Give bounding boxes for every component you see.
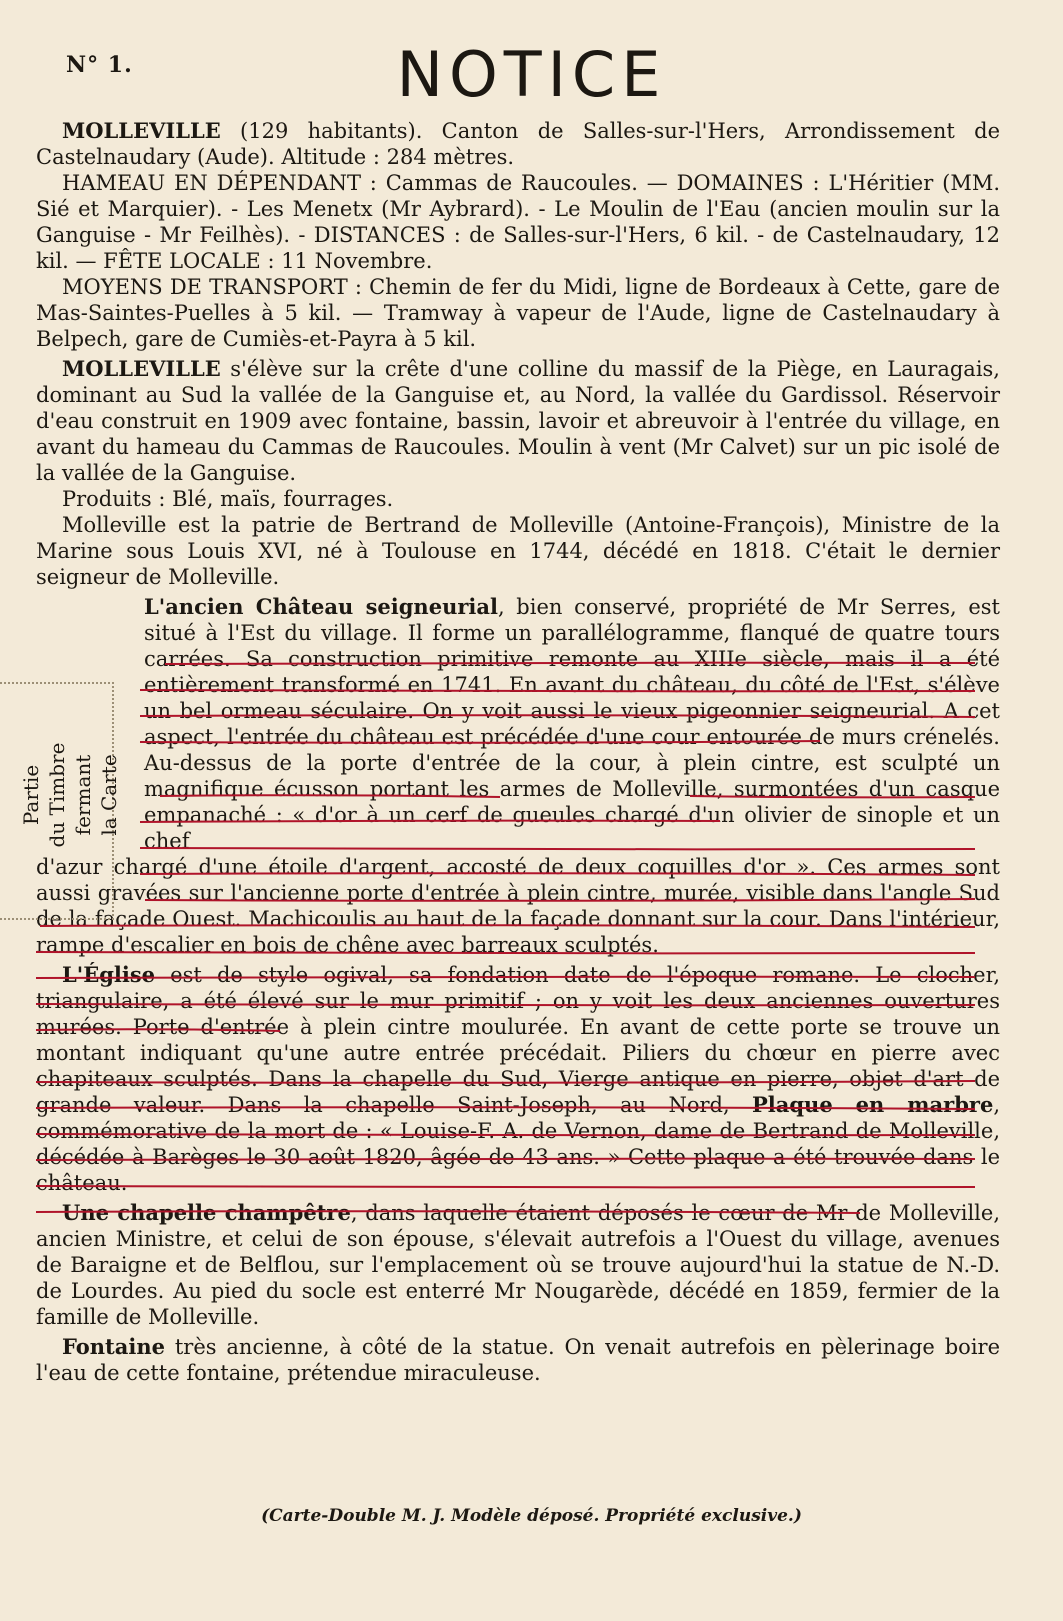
paragraph-geography xyxy=(36,356,1000,486)
chateau-text: , bien conservé, propriété de Mr Serres, est situé à l'Est du village. Il forme un parallélogramme, flanqué de quatre tours carrées. Sa construction primitive remonte au XIIIe siècle, mais il a été entièrement transformé en 1741. En avant du château, du côté de l'Est, s'élève un bel ormeau séculaire. On y voit aussi le vieux pigeonnier seigneurial. A cet aspect, l'entrée du château est précédée d'une cour entourée de murs crénelés. Au-dessus de la porte d'entrée de la cour, à plein cintre, est sculpté un magnifique écusson portant les armes de Molleville, surmontées d'un casque empanaché : « d'or à un cerf de gueules chargé d'un olivier de sinople et un chef xyxy=(144,595,1000,853)
paragraph-products: Produits : Blé, maïs, fourrages. xyxy=(62,487,394,511)
stamp-label xyxy=(18,700,122,890)
notice-body xyxy=(36,118,1000,1386)
card-number: N° 1. xyxy=(66,52,133,78)
eglise-heading: L'Église xyxy=(62,962,156,987)
paragraph-intro xyxy=(36,118,1000,170)
plaque-heading: Plaque en marbre xyxy=(752,1092,994,1117)
eglise-text: est de style ogival, sa fondation date de l'époque romane. Le clocher, triangulaire, a été élevé sur le mur primitif ; on y voit les deux anciennes ouvertures murées. Porte d'entrée à plein cintre moulurée. En avant de cette porte se trouve un montant indiquant qu'une autre entrée précédait. Piliers du chœur en pierre avec chapiteaux sculptés. Dans la chapelle du Sud, Vierge antique en pierre, objet d'art de grande valeur. Dans la chapelle Saint-Joseph, au Nord, xyxy=(36,963,1000,1117)
footer-note: (Carte-Double M. J. Modèle déposé. Propriété exclusive.) xyxy=(261,1506,802,1526)
chateau-heading: L'ancien Château seigneurial xyxy=(144,594,498,619)
paragraph-chapelle xyxy=(36,1200,1000,1330)
paragraph-fontaine xyxy=(36,1334,1000,1386)
paragraph-transport: MOYENS DE TRANSPORT : Chemin de fer du Midi, ligne de Bordeaux à Cette, gare de Mas-Saintes-Puelles à 5 kil. — Tramway à vapeur de l'Aude, ligne de Castelnaudary à Belpech, gare de Cumiès-et-Payra à 5 kil. xyxy=(36,275,1000,351)
fontaine-heading: Fontaine xyxy=(62,1334,165,1359)
stamp-line-4: la Carte xyxy=(97,754,121,836)
stamp-line-3: fermant xyxy=(71,754,95,836)
chapelle-text: , dans laquelle étaient déposés le cœur de Mr de Molleville, ancien Ministre, et celui de son épouse, s'élevait autrefois a l'Ouest du village, avenues de Baraigne et de Belflou, sur l'emplacement où se trouve aujourd'hui la statue de N.-D. de Lourdes. Au pied du socle est enterré Mr Nougarède, décédé en 1859, fermier de la famille de Molleville. xyxy=(36,1201,1000,1329)
paragraph-hameau: HAMEAU EN DÉPENDANT : Cammas de Raucoules. — DOMAINES : L'Héritier (MM. Sié et Marquier). - Les Menetx (Mr Aybrard). - Le Moulin de l'Eau (ancien moulin sur la Ganguise - Mr Feilhès). - DISTANCES : de Salles-sur-l'Hers, 6 kil. - de Castelnaudary, 12 kil. — FÊTE LOCALE : 11 Novembre. xyxy=(36,171,1000,273)
chapelle-heading: Une chapelle champêtre xyxy=(62,1200,351,1225)
geography-text: s'élève sur la crête d'une colline du massif de la Piège, en Lauragais, dominant au Sud la vallée de la Ganguise et, au Nord, la vallée du Gardissol. Réservoir d'eau construit en 1909 avec fontaine, bassin, lavoir et abreuvoir à l'entrée du village, en avant du hameau du Cammas de Raucoules. Moulin à vent (Mr Calvet) sur un pic isolé de la vallée de la Ganguise. xyxy=(36,357,1000,485)
village-name-2: MOLLEVILLE xyxy=(62,356,221,381)
stamp-line-1: Partie xyxy=(19,764,43,826)
village-name: MOLLEVILLE xyxy=(62,118,221,143)
paragraph-eglise xyxy=(36,962,1000,1196)
intro-text: (129 habitants). Canton de Salles-sur-l'Hers, Arrondissement de Castelnaudary (Aude). Altitude : 284 mètres. xyxy=(36,119,1000,169)
stamp-line-2: du Timbre xyxy=(45,742,69,848)
plaque-text: , commémorative de la mort de : « Louise-F. A. de Vernon, dame de Bertrand de Molleville, décédée à Barèges le 30 août 1820, âgée de 43 ans. » Cette plaque a été trouvée dans le château. xyxy=(36,1093,1000,1195)
paragraph-chateau-cont: d'azur chargé d'une étoile d'argent, accosté de deux coquilles d'or ». Ces armes sont aussi gravées sur l'ancienne porte d'entrée à plein cintre, murée, visible dans l'angle Sud de la façade Ouest. Machicoulis au haut de la façade donnant sur la cour. Dans l'intérieur, rampe d'escalier en bois de chêne avec barreaux sculptés. xyxy=(36,855,1000,957)
page-title: NOTICE xyxy=(396,38,667,111)
paragraph-patrie: Molleville est la patrie de Bertrand de Molleville (Antoine-François), Ministre de la Marine sous Louis XVI, né à Toulouse en 1744, décédé en 1818. C'était le dernier seigneur de Molleville. xyxy=(36,513,1000,589)
paragraph-chateau xyxy=(144,594,1000,854)
fontaine-text: très ancienne, à côté de la statue. On venait autrefois en pèlerinage boire l'eau de cette fontaine, prétendue miraculeuse. xyxy=(36,1335,1000,1385)
